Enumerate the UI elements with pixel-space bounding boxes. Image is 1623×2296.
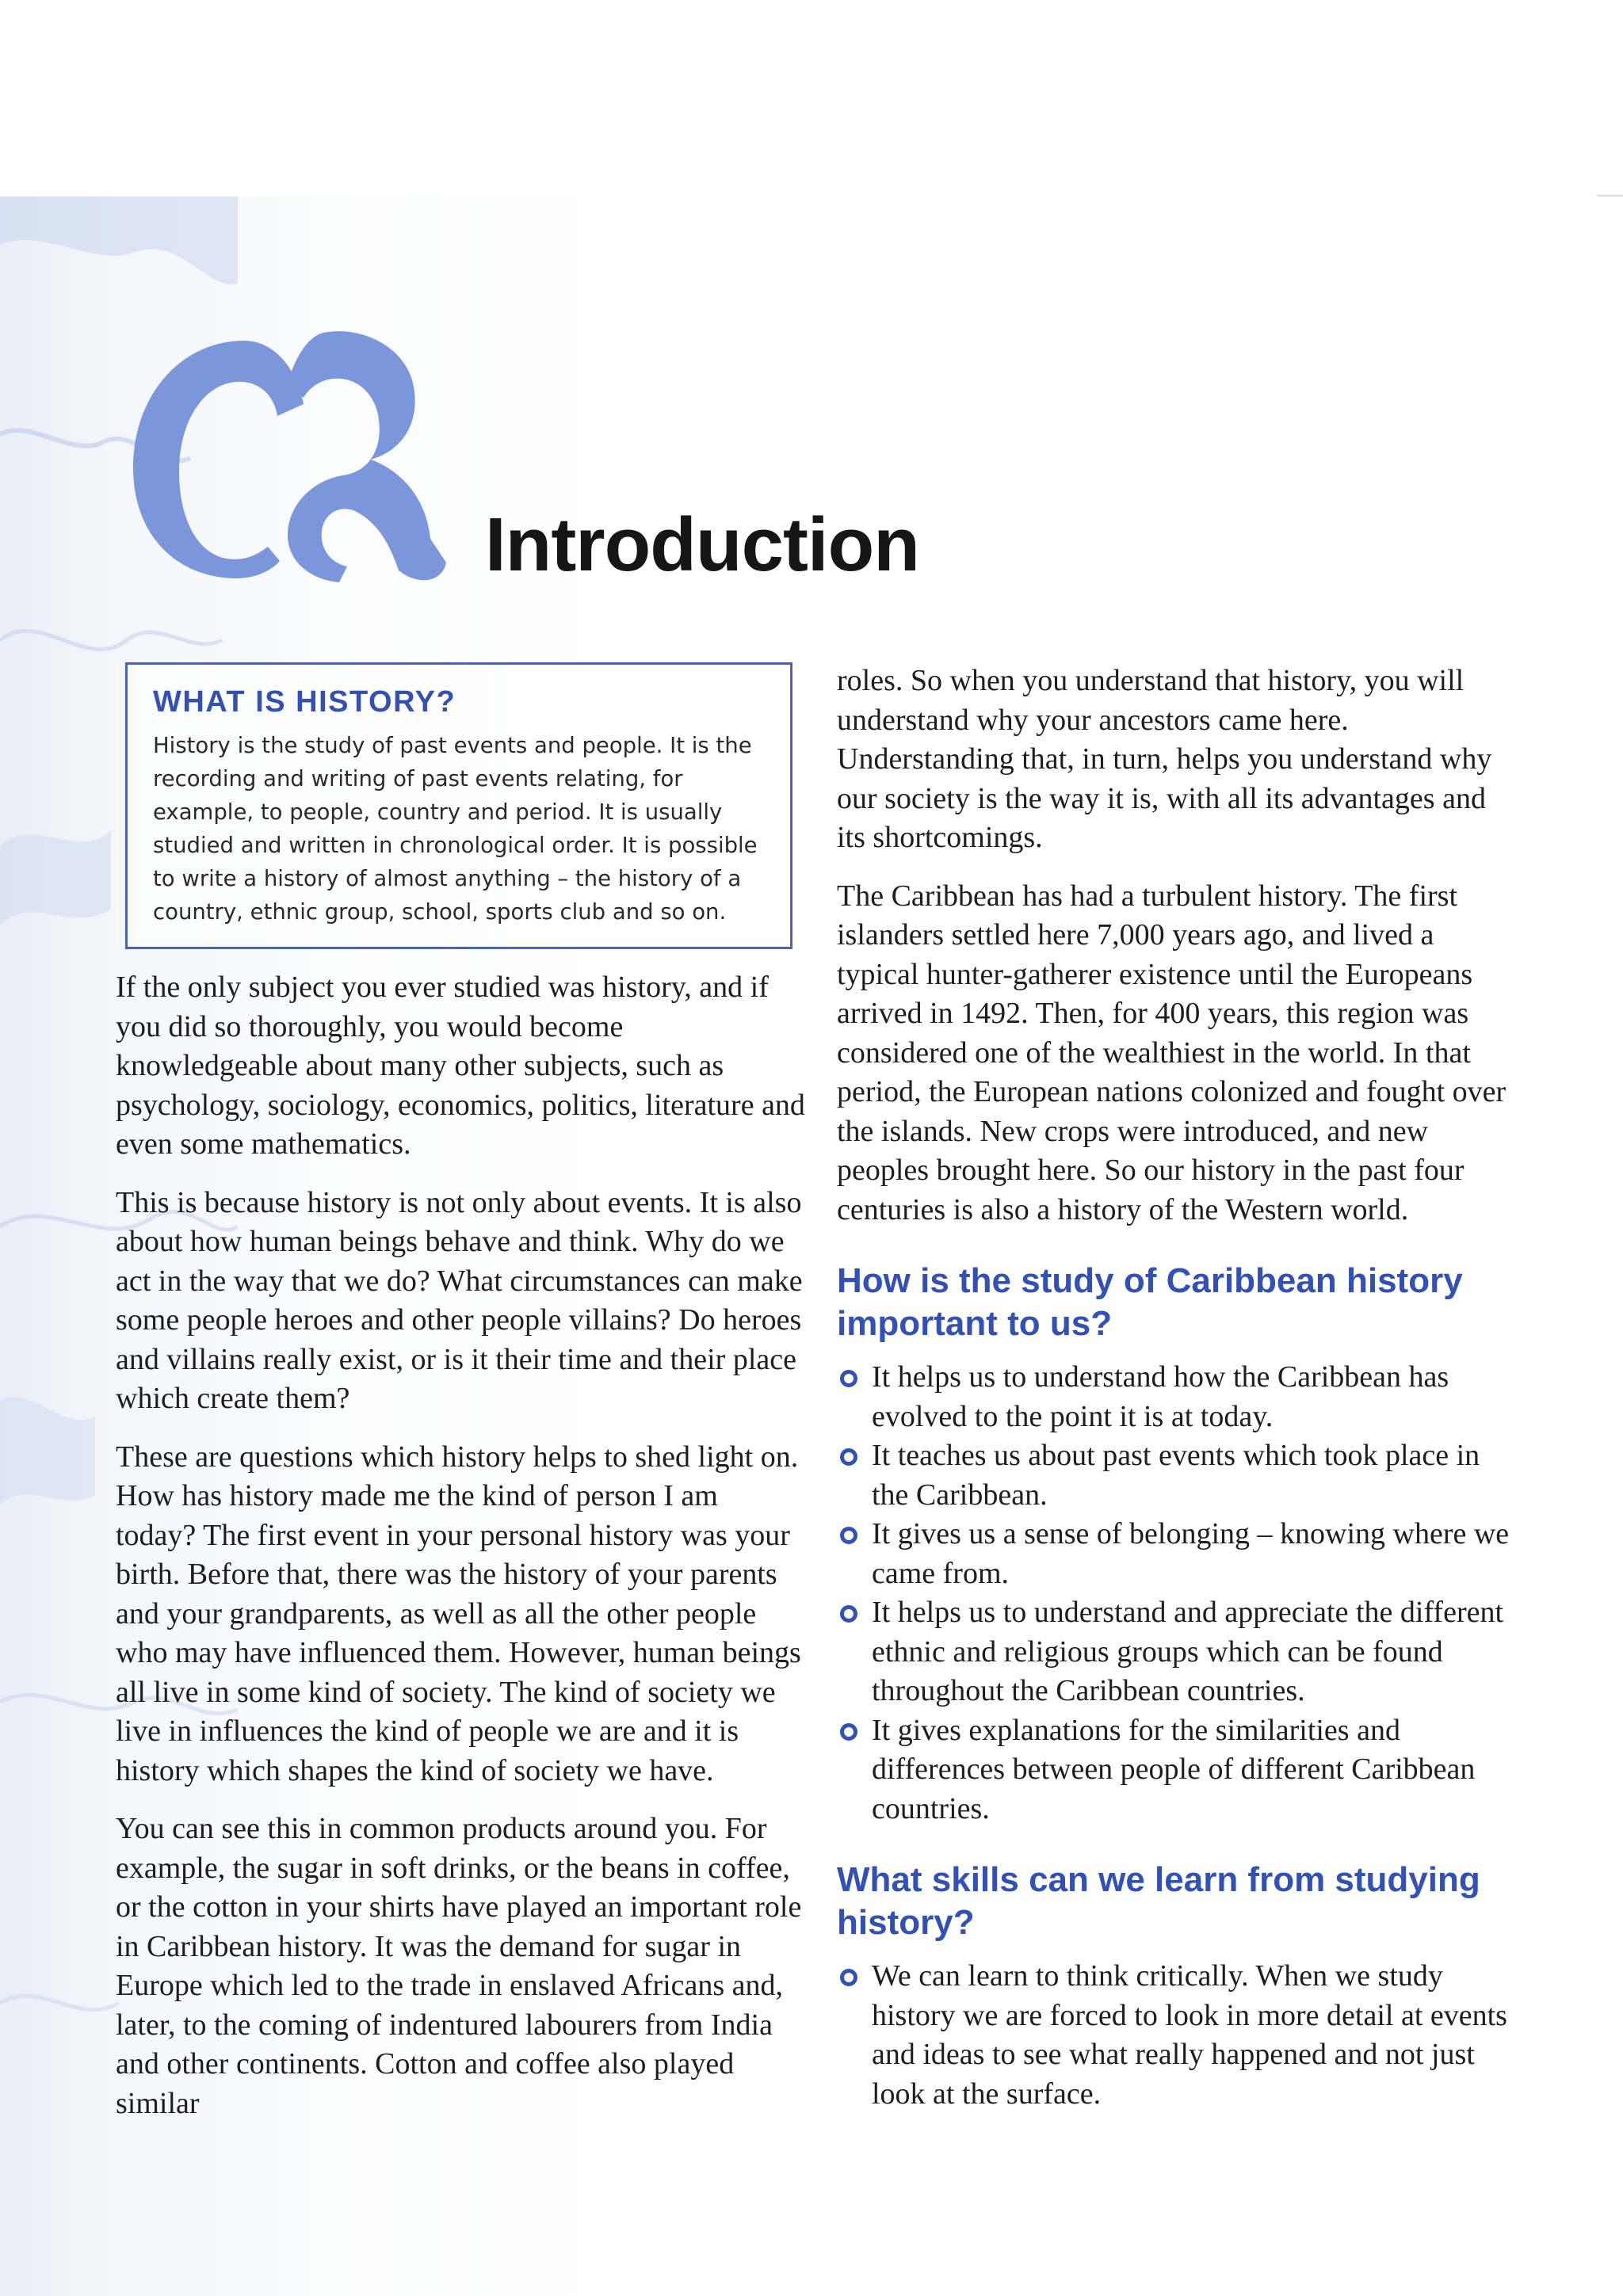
box-heading: WHAT IS HISTORY? — [153, 685, 456, 719]
list-item-text: It teaches us about past events which took place in the Caribbean. — [872, 1439, 1480, 1512]
paragraph: You can see this in common products around you. For example, the sugar in soft drinks, or the beans in coffee, or the cotton in your shirts have played an important role in Caribbean history. It was the demand for sugar in Europe which led to the trade in enslaved Africans and, later, to the coming of indentured labourers from India and other continents. Cotton and coffee also played similar — [116, 1812, 802, 2120]
corner-rule — [1597, 195, 1623, 196]
paragraph: The Caribbean has had a turbulent history. The first islanders settled here 7,000 years ago, and lived a typical hunter-gatherer existence until the Europeans arrived in 1492. Then, for 400 years, this region was considered one of the wealthiest in the world. In that period, the European nations colonized and fought over the islands. New crops were introduced, and new peoples brought here. So our history in the past four centuries is also a history of the Western world. — [837, 879, 1507, 1226]
skills-list — [837, 1957, 1510, 2114]
right-column — [837, 662, 1510, 2130]
list-item — [837, 1358, 1510, 1436]
importance-list — [837, 1358, 1510, 1829]
box-text: History is the study of past events and people. It is the recording and writing of past events relating, for example, to people, country and period. It is usually studied and written in chronological order. It is possible to write a history of almost anything – the history of a country, ethnic group, school, sports club and so on. — [153, 733, 758, 925]
list-item-text: It helps us to understand how the Caribbean has evolved to the point it is at today. — [872, 1360, 1449, 1433]
section-heading-importance: How is the study of Caribbean history important to us? — [837, 1261, 1463, 1343]
top-margin — [0, 0, 1623, 196]
paragraph: This is because history is not only about events. It is also about how human beings behave and think. Why do we act in the way that we do? What circumstances can make some people heroes and other people villains? Do heroes and villains really exist, or is it their time and their place which create them? — [116, 1185, 803, 1415]
bullet-icon — [840, 1605, 857, 1623]
list-item — [837, 1593, 1510, 1711]
list-item — [837, 1436, 1510, 1515]
paragraph: roles. So when you understand that history, you will understand why your ancestors came here. Understanding that, in turn, helps you understand why our society is the way it is, with all its advantages and its shortcomings. — [837, 664, 1492, 854]
left-column — [116, 968, 805, 2142]
section-heading-skills: What skills can we learn from studying history? — [837, 1860, 1480, 1942]
list-item-text: It helps us to understand and appreciate the different ethnic and religious groups which can be found throughout the Caribbean countries. — [872, 1596, 1504, 1707]
bullet-icon — [840, 1969, 857, 1986]
bullet-icon — [840, 1370, 857, 1387]
chapter-logo-icon — [125, 309, 458, 594]
list-item-text: It gives explanations for the similarities and differences between people of different Caribbean countries. — [872, 1713, 1476, 1825]
page-title: Introduction — [485, 502, 919, 587]
list-item — [837, 1957, 1510, 2114]
bullet-icon — [840, 1527, 857, 1544]
list-item — [837, 1515, 1510, 1593]
bullet-icon — [840, 1723, 857, 1741]
bullet-icon — [840, 1448, 857, 1466]
list-item-text: It gives us a sense of belonging – knowing where we came from. — [872, 1517, 1510, 1590]
paragraph: If the only subject you ever studied was history, and if you did so thoroughly, you would become knowledgeable about many other subjects, such as psychology, sociology, economics, politics, literature and even some mathematics. — [116, 971, 805, 1161]
list-item-text: We can learn to think critically. When we study history we are forced to look in more detail at events and ideas to see what really happened and not just look at the surface. — [872, 1959, 1507, 2111]
what-is-history-box — [125, 662, 792, 949]
paragraph: These are questions which history helps to shed light on. How has history made me the kind of person I am today? The first event in your personal history was your birth. Before that, there was the history of your parents and your grandparents, as well as all the other people who may have influenced them. However, human beings all live in some kind of society. The kind of society we live in influences the kind of people we are and it is history which shapes the kind of society we have. — [116, 1440, 801, 1787]
list-item — [837, 1711, 1510, 1829]
